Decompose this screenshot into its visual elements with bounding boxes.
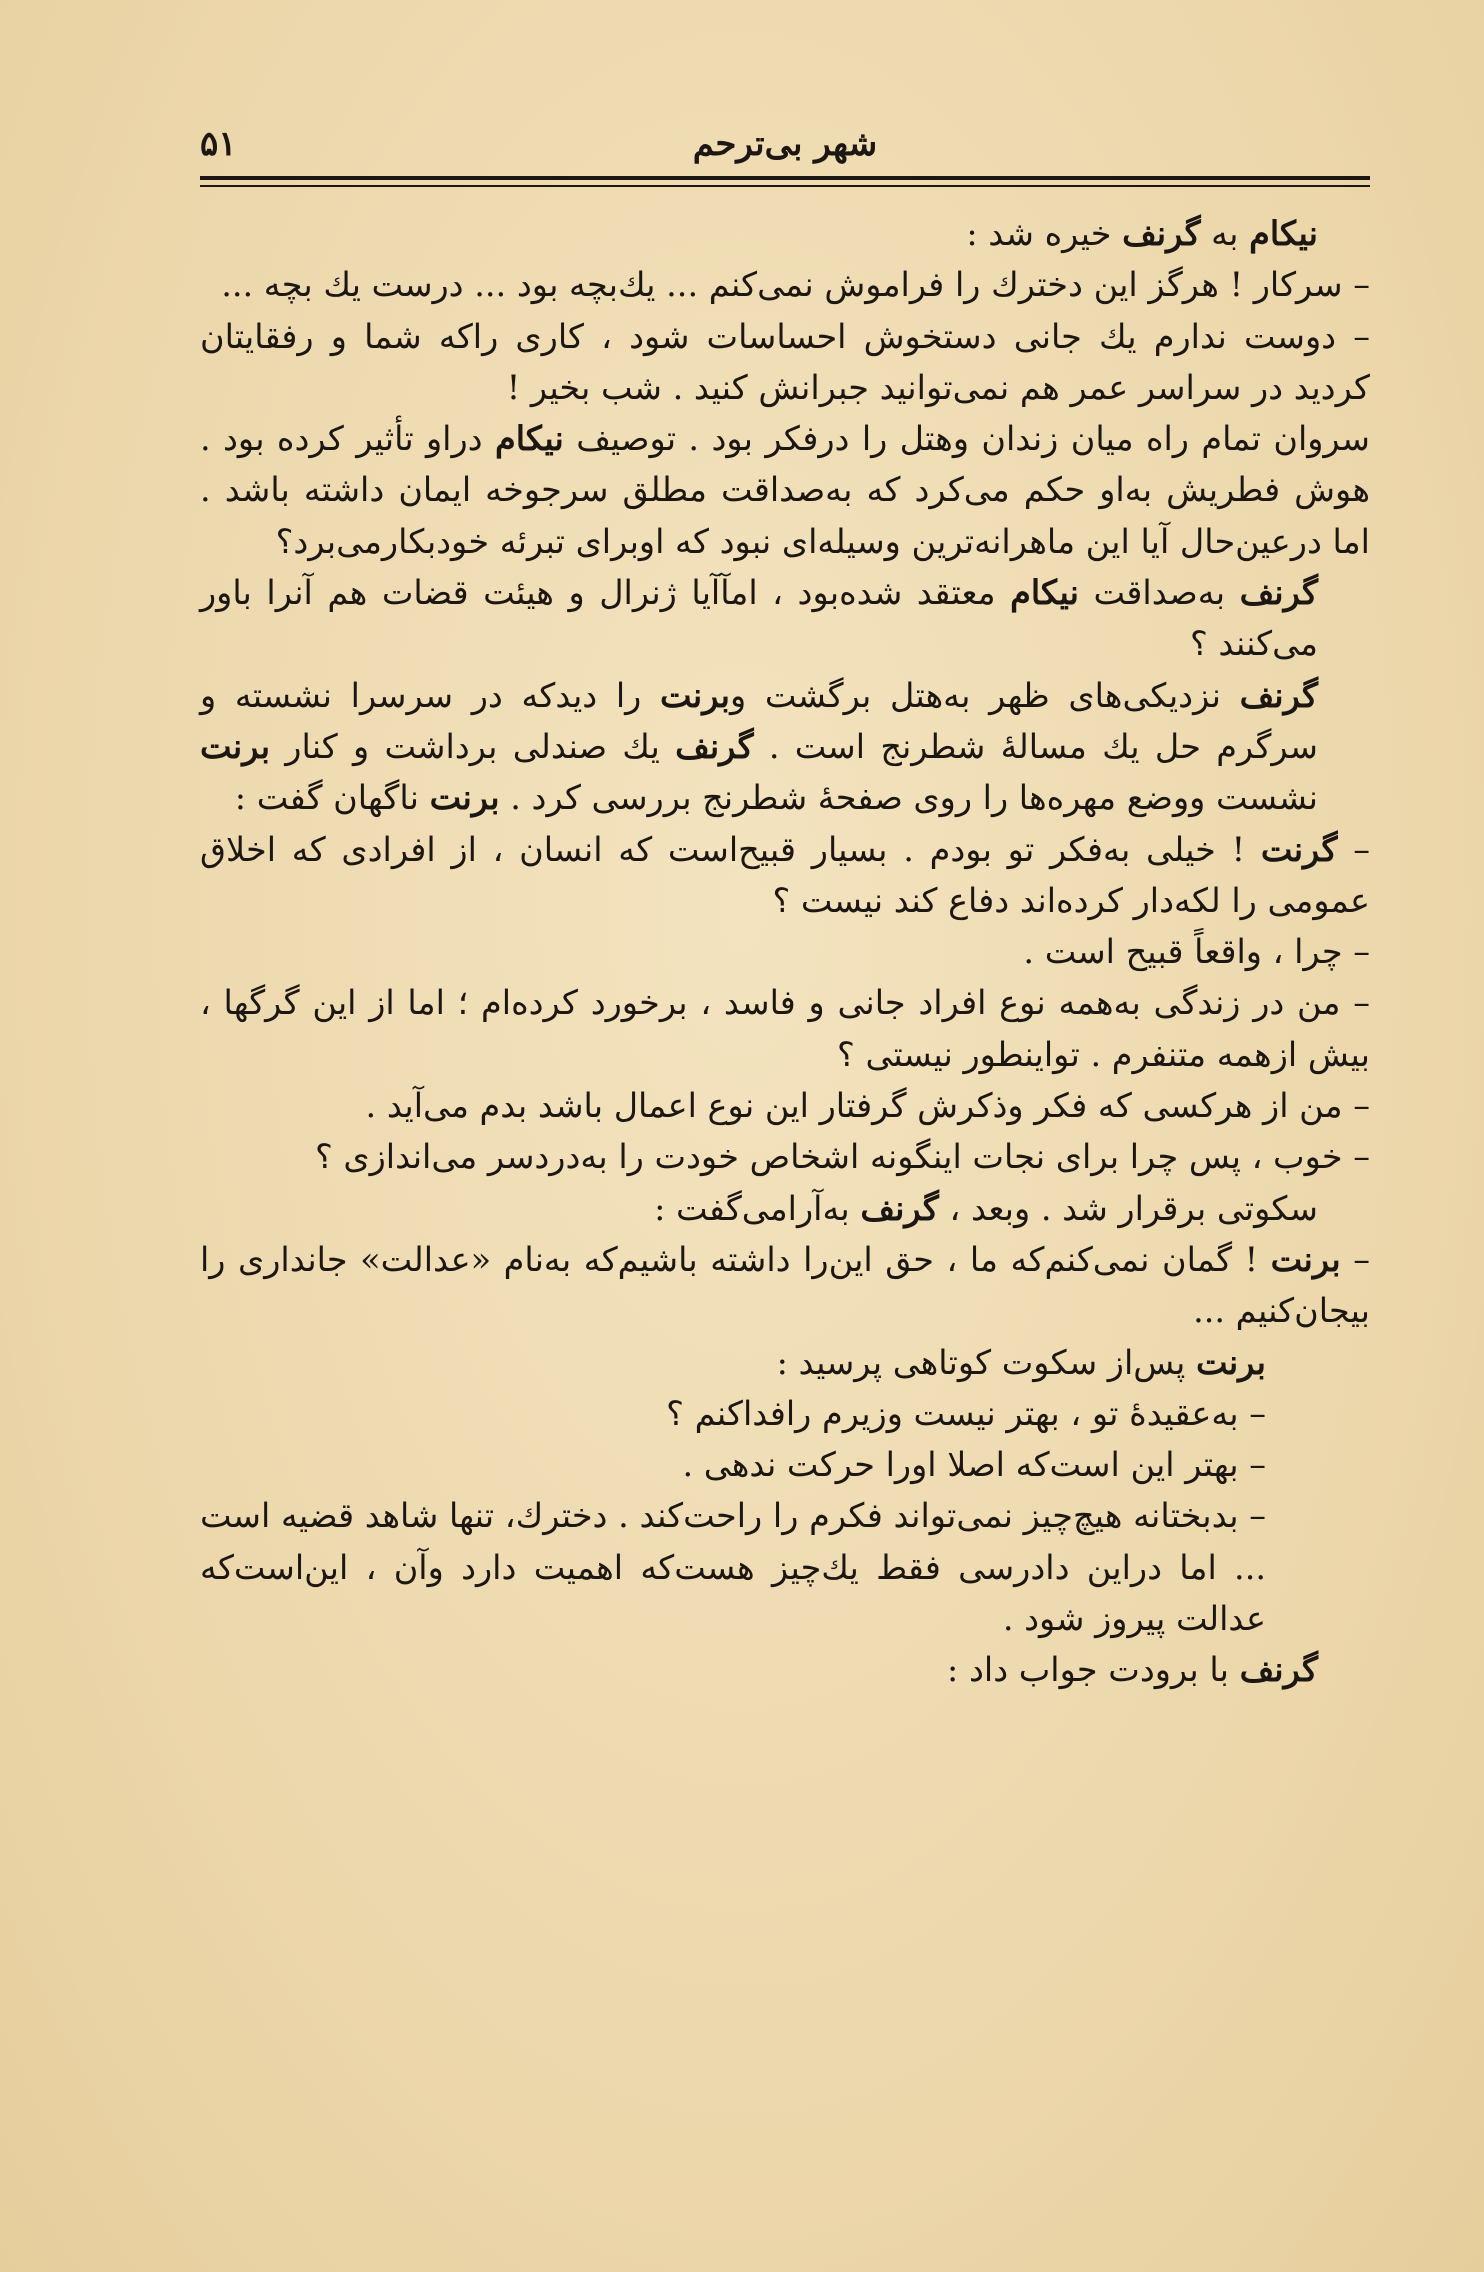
text-run: به‌آرامی‌گفت : bbox=[654, 1188, 861, 1228]
text-run: ناگهان گفت : bbox=[234, 778, 430, 818]
text-run: – خوب ، پس چرا برای نجات اینگونه اشخاص خودت را به‌دردسر می‌اندازی ؟ bbox=[314, 1137, 1370, 1177]
paragraph bbox=[200, 1388, 1370, 1439]
text-run: را دیدکه در سرسرا نشسته و سرگرم حل یك مسالهٔ شطرنج است . bbox=[200, 675, 1318, 766]
character-name: گرنف bbox=[860, 1188, 939, 1228]
character-name: نیکام bbox=[494, 419, 564, 459]
text-run: نزدیکی‌های ظهر به‌هتل برگشت و bbox=[730, 675, 1240, 715]
character-name: برنت bbox=[1195, 1342, 1266, 1382]
paragraph bbox=[200, 1439, 1370, 1490]
running-header bbox=[200, 124, 1370, 164]
text-run: دراو تأثیر کرده بود . هوش فطریش به‌او حکم می‌کرد که به‌صداقت مطلق سرجوخه ایمان داشته باشد . اما درعین‌حال آیا این ماهرانه‌ترین وسیله‌ای نبود که اوبرای تبرئه خودبکارمی‌برد؟ bbox=[200, 419, 1370, 561]
paragraph bbox=[200, 1234, 1370, 1337]
paragraph bbox=[200, 208, 1370, 259]
character-name: گرنف bbox=[1239, 573, 1318, 613]
text-run: معتقد شده‌بود ، امآآیا ژنرال و هیئت قضات هم آنرا باور می‌کنند ؟ bbox=[200, 573, 1318, 664]
character-name: برنت bbox=[200, 726, 271, 766]
paragraph bbox=[200, 670, 1370, 824]
paragraph bbox=[200, 259, 1370, 310]
paragraph bbox=[200, 1131, 1370, 1182]
paragraph bbox=[200, 1644, 1370, 1695]
paragraph bbox=[200, 1183, 1370, 1234]
text-run: سکوتی برقرار شد . وبعد ، bbox=[938, 1188, 1318, 1228]
character-name: نیکام bbox=[1249, 214, 1318, 253]
text-run: – بدبختانه هیچ‌چیز نمی‌تواند فکرم را راحت‌کند . دخترك، تنها شاهد قضیه است ... اما دراین دادرسی فقط یك‌چیز هست‌که اهمیت دارد وآن ، این‌است‌که عدالت پیروز شود . bbox=[200, 1496, 1266, 1639]
text-run: – سرکار ! هرگز این دخترك را فراموش نمی‌کنم ... یك‌بچه بود ... درست یك بچه ... bbox=[221, 265, 1370, 305]
paragraph bbox=[200, 926, 1370, 977]
paragraph bbox=[200, 824, 1370, 927]
header-rule-thin bbox=[200, 185, 1370, 187]
paragraph bbox=[200, 413, 1370, 567]
text-run: یك صندلی برداشت و کنار bbox=[270, 726, 676, 766]
paragraph bbox=[200, 567, 1370, 670]
text-run: – bbox=[1340, 1239, 1370, 1279]
character-name: برنت bbox=[659, 675, 731, 715]
character-name: گرنف bbox=[1122, 214, 1201, 253]
paragraph bbox=[200, 1490, 1370, 1644]
text-run: نشست ووضع مهره‌ها را روی صفحهٔ شطرنج بررسی کرد . bbox=[499, 778, 1318, 818]
header-rule-thick bbox=[200, 176, 1370, 180]
paragraph bbox=[200, 311, 1370, 414]
text-run: – من از هرکسی که فکر وذکرش گرفتار این نوع اعمال باشد بدم می‌آید . bbox=[365, 1086, 1370, 1126]
body-text bbox=[200, 208, 1370, 1696]
text-run: به‌صداقت bbox=[1078, 573, 1240, 613]
running-title: شهر بی‌ترحم bbox=[692, 124, 878, 164]
text-run: – به‌عقیدهٔ تو ، بهتر نیست وزیرم رافداکنم ؟ bbox=[666, 1393, 1266, 1433]
text-run: – دوست ندارم یك جانی دستخوش احساسات شود ، کاری راکه شما و رفقایتان کردید در سراسر عمر هم نمی‌توانید جبرانش کنید . شب بخیر ! bbox=[200, 316, 1370, 407]
character-name: برنت bbox=[429, 778, 500, 818]
text-run: پس‌از سکوت کوتاهی پرسید : bbox=[776, 1342, 1196, 1382]
text-run: – من در زندگی به‌همه نوع افراد جانی و فاسد ، برخورد کرده‌ام ؛ اما از این گرگها ، بیش ازهمه متنفرم . تواینطور نیستی ؟ bbox=[200, 983, 1370, 1074]
text-run: – بهتر این است‌که اصلا اورا حرکت ندهی . bbox=[682, 1445, 1266, 1485]
character-name: گرنف bbox=[1239, 675, 1318, 715]
text-run: ! خیلی به‌فکر تو بودم . بسیار قبیح‌است که انسان ، از افرادی که اخلاق عمومی را لکه‌دار کرده‌اند دفاع کند نیست ؟ bbox=[200, 829, 1370, 920]
text-run: با برودت جواب داد : bbox=[947, 1650, 1240, 1690]
text-run: به bbox=[1200, 214, 1250, 253]
paragraph bbox=[200, 1337, 1370, 1388]
text-run: ! گمان نمی‌کنم‌که ما ، حق این‌را داشته باشیم‌که به‌نام «عدالت» جانداری را بیجان‌کنیم ... bbox=[200, 1239, 1370, 1331]
text-run: – چرا ، واقعاً قبیح است . bbox=[1023, 932, 1370, 972]
character-name: گرنت bbox=[1260, 829, 1338, 869]
page-number: ۵۱ bbox=[200, 124, 237, 164]
character-name: نیکام bbox=[1010, 573, 1079, 613]
paragraph bbox=[200, 977, 1370, 1080]
text-run: – bbox=[1337, 829, 1370, 869]
character-name: برنت bbox=[1270, 1239, 1341, 1279]
character-name: گرنف bbox=[675, 726, 754, 766]
character-name: گرنف bbox=[1239, 1650, 1318, 1690]
text-run: خیره شد : bbox=[966, 214, 1123, 253]
text-run: سروان تمام راه میان زندان وهتل را درفکر بود . توصیف bbox=[563, 419, 1370, 459]
paragraph bbox=[200, 1080, 1370, 1131]
